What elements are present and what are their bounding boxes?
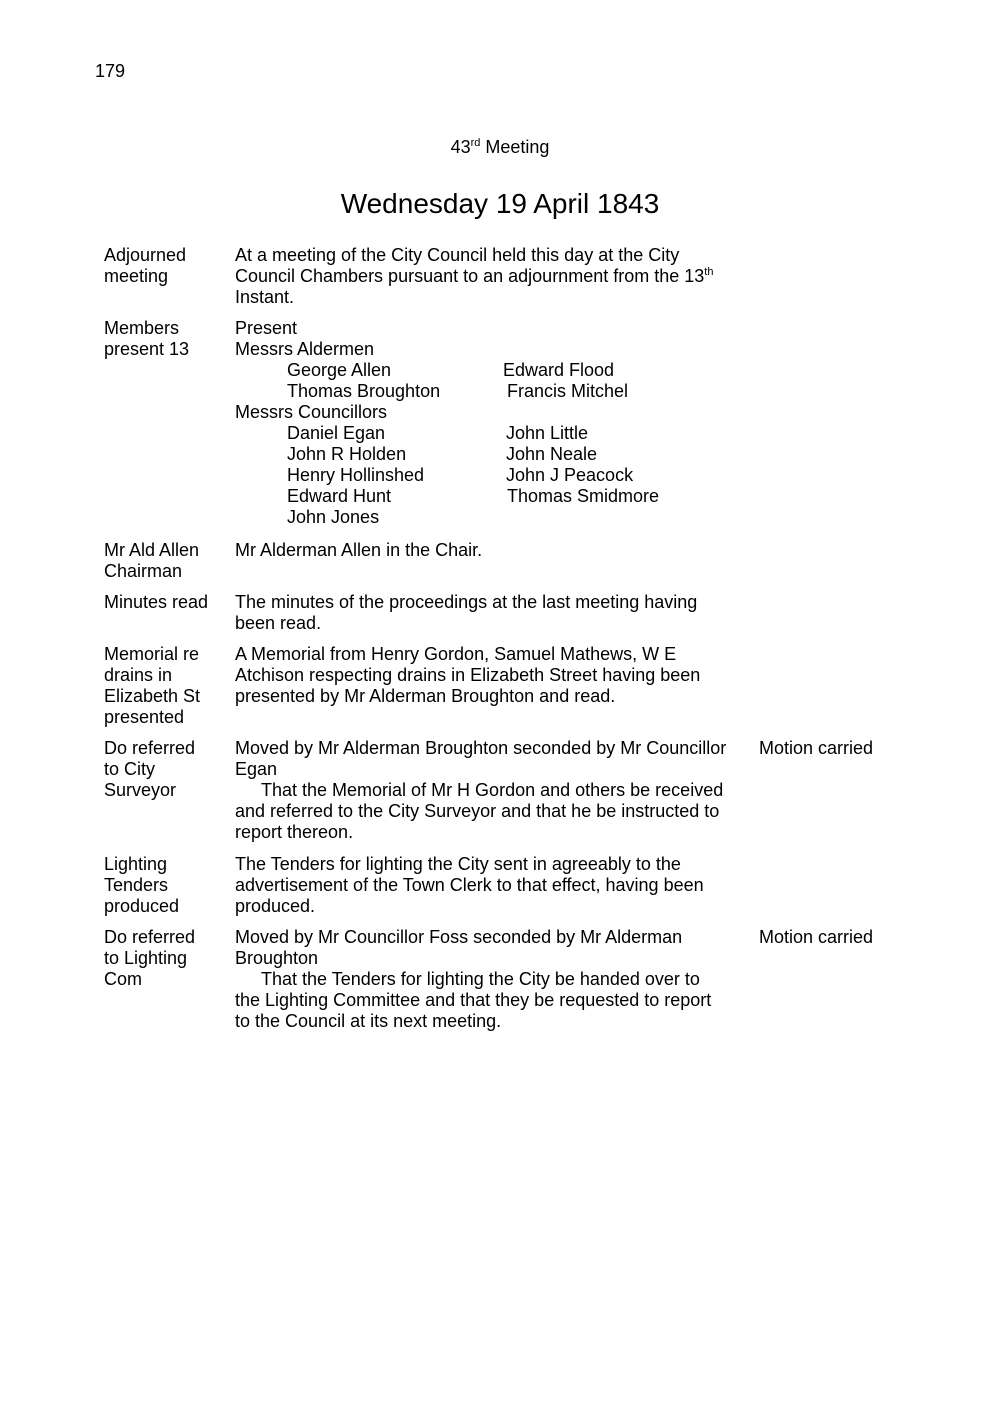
margin-line: Tenders xyxy=(104,875,169,895)
margin-note xyxy=(104,318,230,360)
margin-line: Com xyxy=(104,969,143,989)
text-line: The minutes of the proceedings at the last meeting having xyxy=(235,592,698,612)
member-name: John Neale xyxy=(506,444,598,464)
member-name: John J Peacock xyxy=(506,465,634,485)
margin-line: Chairman xyxy=(104,561,183,581)
councillors-names xyxy=(287,423,750,528)
entry-text xyxy=(235,540,750,561)
text-line: Moved by Mr Councillor Foss seconded by Mr Alderman xyxy=(235,927,683,947)
entry-text xyxy=(235,592,750,634)
page-number: 179 xyxy=(95,61,126,81)
text-line: report thereon. xyxy=(235,822,354,842)
member-name: John Little xyxy=(506,423,589,443)
motion-result: Motion carried xyxy=(759,738,874,758)
margin-line: Minutes read xyxy=(104,592,209,612)
meeting-number xyxy=(0,137,1000,158)
meeting-number-value: 43 xyxy=(450,137,471,157)
margin-note xyxy=(104,592,230,613)
ordinal-suffix: th xyxy=(704,266,714,278)
member-name: Daniel Egan xyxy=(287,423,386,443)
text-line: the Lighting Committee and that they be requested to report xyxy=(235,990,712,1010)
margin-note xyxy=(104,738,230,801)
member-name: Francis Mitchel xyxy=(507,381,629,401)
member-name: Thomas Broughton xyxy=(287,381,441,401)
margin-note xyxy=(104,245,230,287)
text-line: been read. xyxy=(235,613,322,633)
text-line: Instant. xyxy=(235,287,295,307)
margin-line: Mr Ald Allen xyxy=(104,540,200,560)
text-line: and referred to the City Surveyor and that he be instructed to xyxy=(235,801,720,821)
aldermen-names xyxy=(287,360,750,402)
margin-note xyxy=(104,927,230,990)
entry-text xyxy=(235,927,750,1032)
text-line: Moved by Mr Alderman Broughton seconded by Mr Councillor xyxy=(235,738,727,758)
margin-line: to City xyxy=(104,759,156,779)
member-name: John R Holden xyxy=(287,444,407,464)
text-line: Egan xyxy=(235,759,278,779)
entry-text xyxy=(235,644,750,707)
present-label: Present xyxy=(235,318,298,338)
members-list xyxy=(235,318,750,528)
meeting-number-word: Meeting xyxy=(480,137,550,157)
margin-line: Elizabeth St xyxy=(104,686,201,706)
margin-line: Do referred xyxy=(104,927,196,947)
margin-line: Surveyor xyxy=(104,780,177,800)
meeting-number-suffix: rd xyxy=(470,137,481,149)
meeting-date: Wednesday 19 April 1843 xyxy=(340,188,660,219)
text-line: Broughton xyxy=(235,948,319,968)
member-name: George Allen xyxy=(287,360,392,380)
member-name: Thomas Smidmore xyxy=(507,486,660,506)
margin-line: to Lighting xyxy=(104,948,188,968)
margin-note xyxy=(104,854,230,917)
entry-text xyxy=(235,854,750,917)
margin-note xyxy=(104,540,230,582)
aldermen-label: Messrs Aldermen xyxy=(235,339,375,359)
text-line: That the Memorial of Mr H Gordon and others be received xyxy=(261,780,724,800)
text-line: A Memorial from Henry Gordon, Samuel Mathews, W E xyxy=(235,644,677,664)
motion-result: Motion carried xyxy=(759,927,874,947)
text-line: Atchison respecting drains in Elizabeth Street having been xyxy=(235,665,701,685)
text-line: At a meeting of the City Council held this day at the City xyxy=(235,245,680,265)
margin-line: presented xyxy=(104,707,185,727)
member-name: Henry Hollinshed xyxy=(287,465,425,485)
margin-line: present 13 xyxy=(104,339,190,359)
margin-line: produced xyxy=(104,896,180,916)
entry-text xyxy=(235,245,750,308)
text-line: produced. xyxy=(235,896,316,916)
text-line: The Tenders for lighting the City sent in agreeably to the xyxy=(235,854,681,874)
member-name xyxy=(506,507,706,528)
text-line xyxy=(235,266,750,287)
text-line: advertisement of the Town Clerk to that effect, having been xyxy=(235,875,704,895)
member-name: Edward Flood xyxy=(503,360,615,380)
margin-line: meeting xyxy=(104,266,169,286)
margin-line: Members xyxy=(104,318,180,338)
member-name: John Jones xyxy=(287,507,380,527)
margin-line: Do referred xyxy=(104,738,196,758)
text-line: That the Tenders for lighting the City be handed over to xyxy=(261,969,700,989)
text-line: presented by Mr Alderman Broughton and read. xyxy=(235,686,616,706)
entry-text xyxy=(235,738,750,843)
councillors-label: Messrs Councillors xyxy=(235,402,388,422)
margin-line: drains in xyxy=(104,665,173,685)
margin-line: Adjourned xyxy=(104,245,187,265)
member-name: Edward Hunt xyxy=(287,486,392,506)
margin-line: Memorial re xyxy=(104,644,200,664)
margin-note xyxy=(104,644,230,728)
margin-line: Lighting xyxy=(104,854,168,874)
text-fragment: Council Chambers pursuant to an adjournment from the 13 xyxy=(235,266,705,286)
text-line: Mr Alderman Allen in the Chair. xyxy=(235,540,483,560)
text-line: to the Council at its next meeting. xyxy=(235,1011,502,1031)
